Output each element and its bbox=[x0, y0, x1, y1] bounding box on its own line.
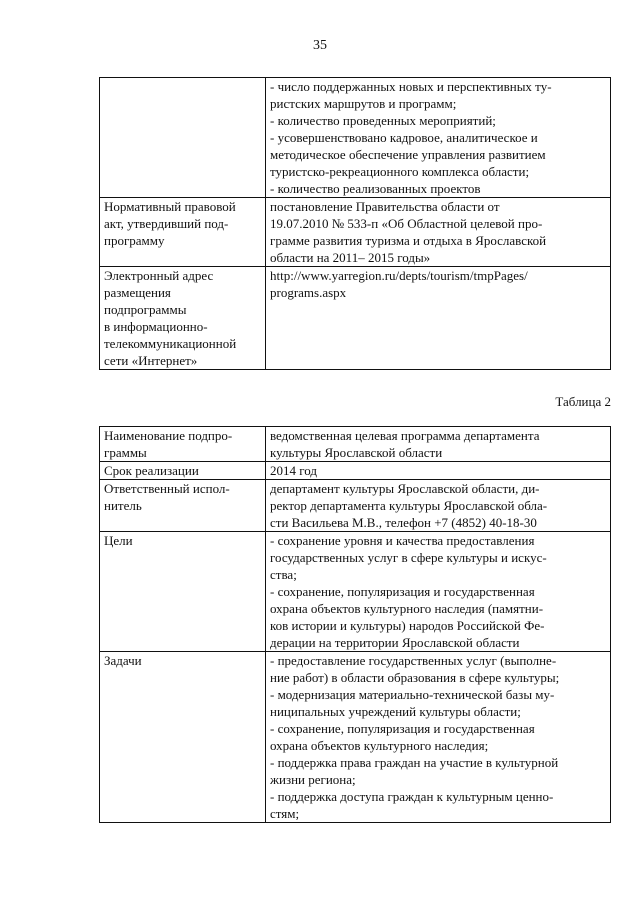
row-value-cell bbox=[266, 652, 611, 823]
cell-text-line: охрана объектов культурного наследия (памятни- bbox=[270, 601, 544, 616]
row-value-cell bbox=[266, 532, 611, 652]
cell-text-line: стям; bbox=[270, 806, 300, 821]
table2-body bbox=[100, 427, 611, 823]
cell-text-line: Ответственный испол- bbox=[104, 481, 230, 496]
table-row bbox=[100, 267, 611, 370]
cell-text-line: граммы bbox=[104, 445, 147, 460]
table-row bbox=[100, 532, 611, 652]
row-label-cell bbox=[100, 427, 266, 462]
row-label-cell bbox=[100, 480, 266, 532]
row-label-cell bbox=[100, 78, 266, 198]
row-value-cell bbox=[266, 427, 611, 462]
subprogram-passport-table-2 bbox=[99, 426, 611, 823]
cell-text-line: 19.07.2010 № 533-п «Об Областной целевой про- bbox=[270, 216, 543, 231]
cell-text-line: Срок реализации bbox=[104, 463, 199, 478]
cell-text-line: - предоставление государственных услуг (выполне- bbox=[270, 653, 557, 668]
cell-text-line: программу bbox=[104, 233, 165, 248]
cell-text-line: размещения bbox=[104, 285, 171, 300]
cell-text-line: 2014 год bbox=[270, 463, 317, 478]
cell-text-line: - сохранение, популяризация и государственная bbox=[270, 584, 535, 599]
cell-text-line: дерации на территории Ярославской области bbox=[270, 635, 520, 650]
table-2-caption: Таблица 2 bbox=[555, 394, 611, 409]
table-row bbox=[100, 462, 611, 480]
cell-text-line: грамме развития туризма и отдыха в Ярославской bbox=[270, 233, 547, 248]
cell-text-line: культуры Ярославской области bbox=[270, 445, 443, 460]
subprogram-passport-table-1 bbox=[99, 77, 611, 370]
cell-text-line: http://www.yarregion.ru/depts/tourism/tmpPages/ bbox=[270, 268, 528, 283]
cell-text-line: Электронный адрес bbox=[104, 268, 214, 283]
cell-text-line: государственных услуг в сфере культуры и искус- bbox=[270, 550, 547, 565]
row-label-cell bbox=[100, 198, 266, 267]
cell-text-line: акт, утвердивший под- bbox=[104, 216, 229, 231]
cell-text-line: ниципальных учреждений культуры области; bbox=[270, 704, 521, 719]
cell-text-line: телекоммуникационной bbox=[104, 336, 237, 351]
page-number: 35 bbox=[313, 38, 327, 53]
cell-text-line: в информационно- bbox=[104, 319, 208, 334]
row-label-cell bbox=[100, 532, 266, 652]
cell-text-line: - количество реализованных проектов bbox=[270, 181, 481, 196]
table-row bbox=[100, 652, 611, 823]
cell-text-line: - усовершенствовано кадровое, аналитическое и bbox=[270, 130, 538, 145]
cell-text-line: Цели bbox=[104, 533, 133, 548]
table-row bbox=[100, 480, 611, 532]
cell-text-line: ведомственная целевая программа департамента bbox=[270, 428, 540, 443]
row-value-cell bbox=[266, 198, 611, 267]
cell-text-line: ние работ) в области образования в сфере культуры; bbox=[270, 670, 560, 685]
cell-text-line: - поддержка права граждан на участие в культурной bbox=[270, 755, 559, 770]
row-value-cell bbox=[266, 78, 611, 198]
cell-text-line: охрана объектов культурного наследия; bbox=[270, 738, 489, 753]
table-row bbox=[100, 198, 611, 267]
row-label-cell bbox=[100, 267, 266, 370]
table-row bbox=[100, 427, 611, 462]
table1-body bbox=[100, 78, 611, 370]
cell-text-line: методическое обеспечение управления развитием bbox=[270, 147, 546, 162]
row-value-cell bbox=[266, 267, 611, 370]
cell-text-line: сети «Интернет» bbox=[104, 353, 198, 368]
cell-text-line: ства; bbox=[270, 567, 297, 582]
cell-text-line: ков истории и культуры) народов Российской Фе- bbox=[270, 618, 545, 633]
cell-text-line: - сохранение, популяризация и государственная bbox=[270, 721, 535, 736]
cell-text-line: Наименование подпро- bbox=[104, 428, 233, 443]
cell-text-line: области на 2011– 2015 годы» bbox=[270, 250, 431, 265]
table-row bbox=[100, 78, 611, 198]
cell-text-line: ректор департамента культуры Ярославской обла- bbox=[270, 498, 548, 513]
cell-text-line: Задачи bbox=[104, 653, 142, 668]
cell-text-line: сти Васильева М.В., телефон +7 (4852) 40-18-30 bbox=[270, 515, 537, 530]
cell-text-line: programs.aspx bbox=[270, 285, 347, 300]
cell-text-line: - сохранение уровня и качества предоставления bbox=[270, 533, 535, 548]
row-label-cell bbox=[100, 652, 266, 823]
row-label-cell bbox=[100, 462, 266, 480]
cell-text-line: нитель bbox=[104, 498, 142, 513]
row-value-cell bbox=[266, 480, 611, 532]
cell-text-line: - поддержка доступа граждан к культурным ценно- bbox=[270, 789, 554, 804]
cell-text-line: ристских маршрутов и программ; bbox=[270, 96, 457, 111]
cell-text-line: постановление Правительства области от bbox=[270, 199, 500, 214]
cell-text-line: департамент культуры Ярославской области, ди- bbox=[270, 481, 540, 496]
cell-text-line: туристско-рекреационного комплекса области; bbox=[270, 164, 530, 179]
cell-text-line: - модернизация материально-технической базы му- bbox=[270, 687, 555, 702]
cell-text-line: подпрограммы bbox=[104, 302, 187, 317]
cell-text-line: жизни региона; bbox=[270, 772, 356, 787]
cell-text-line: - количество проведенных мероприятий; bbox=[270, 113, 496, 128]
cell-text-line: Нормативный правовой bbox=[104, 199, 236, 214]
row-value-cell bbox=[266, 462, 611, 480]
cell-text-line: - число поддержанных новых и перспективных ту- bbox=[270, 79, 552, 94]
